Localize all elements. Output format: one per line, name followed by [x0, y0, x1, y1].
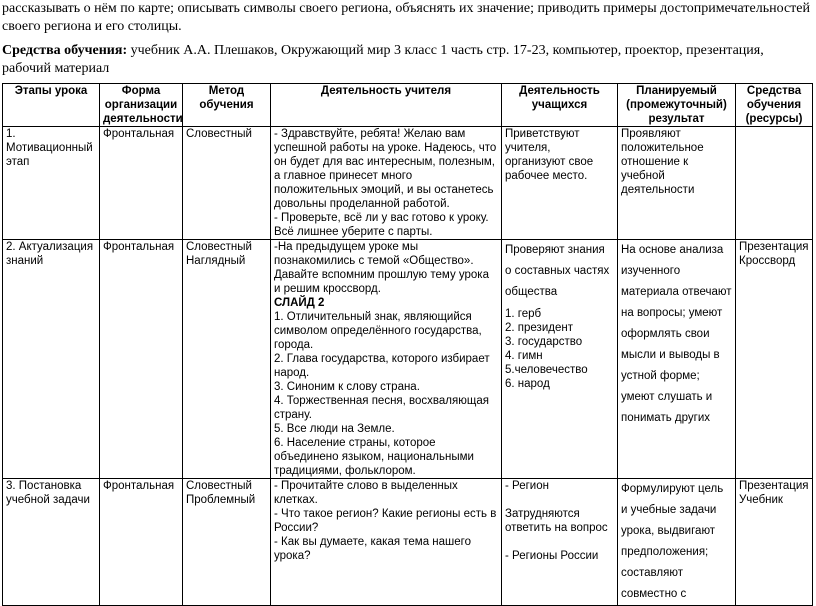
students-line: - Регионы России — [505, 550, 599, 562]
cell-stage: 2. Актуализация знаний — [3, 240, 100, 479]
cell-form: Фронтальная — [100, 240, 183, 479]
method-item: Словестный — [186, 480, 252, 492]
crossword-question: 3. Синоним к слову страна. — [274, 381, 420, 393]
table-header-row — [3, 84, 813, 127]
crossword-question: 4. Торжественная песня, восхваляющая страну. — [274, 395, 489, 421]
method-item: Наглядный — [186, 255, 246, 267]
cell-form: Фронтальная — [100, 479, 183, 606]
cell-stage: 3. Постановка учебной задачи — [3, 479, 100, 606]
method-item: Словестный — [186, 241, 252, 253]
crossword-question: 6. Население страны, которое объединено языком, национальными традициями, фольклором. — [274, 437, 474, 477]
cell-teacher — [271, 479, 502, 606]
resource-item: Учебник — [739, 494, 783, 506]
header-stage: Этапы урока — [3, 84, 100, 127]
cell-teacher — [271, 240, 502, 479]
intro-paragraph — [2, 0, 814, 36]
header-method: Метод обучения — [183, 84, 271, 127]
intro-line: рассказывать о нём по карте; описывать символы своего региона, объяснять их значение; приводить примеры достопримечательностей — [2, 1, 810, 16]
answer-item: 4. гимн — [505, 350, 543, 362]
cell-result: Формулируют цель и учебные задачи урока, выдвигают предположения; составляют совместно с — [618, 479, 736, 606]
cell-students — [502, 479, 618, 606]
resource-item: Презентация — [739, 480, 809, 492]
teacher-line: - Что такое регион? Какие регионы есть в России? — [274, 508, 497, 534]
spacer — [505, 493, 614, 507]
header-teacher: Деятельность учителя — [271, 84, 502, 127]
cell-method — [183, 479, 271, 606]
cell-teacher — [271, 127, 502, 240]
teacher-line: - Как вы думаете, какая тема нашего урока? — [274, 536, 472, 562]
cell-result: На основе анализа изученного материала отвечают на вопросы; умеют оформлять свои мысли и выводы в устной форме; умеют слушать и понимать других — [618, 240, 736, 479]
crossword-question: 1. Отличительный знак, являющийся символом определённого государства, города. — [274, 311, 482, 351]
header-resources: Средства обучения (ресурсы) — [736, 84, 813, 127]
cell-stage: 1. Мотивационный этап — [3, 127, 100, 240]
cell-resources — [736, 127, 813, 240]
teacher-intro: -На предыдущем уроке мы познакомились с темой «Общество». Давайте вспомним прошлую тему урока и решим кроссворд. — [274, 241, 489, 295]
cell-resources — [736, 240, 813, 479]
students-line: Затрудняются ответить на вопрос — [505, 508, 608, 534]
cell-form: Фронтальная — [100, 127, 183, 240]
answer-item: 2. президент — [505, 322, 573, 334]
cell-resources — [736, 479, 813, 606]
answer-item: 1. герб — [505, 308, 542, 320]
resource-item: Презентация — [739, 241, 809, 253]
teacher-line: - Прочитайте слово в выделенных клетках. — [274, 480, 458, 506]
header-students: Деятельность учащихся — [502, 84, 618, 127]
cell-students — [502, 127, 618, 240]
crossword-question: 5. Все люди на Земле. — [274, 423, 395, 435]
students-line: Приветствуют учителя, организуют свое рабочее место. — [505, 128, 594, 182]
table-row — [3, 127, 813, 240]
spacer — [505, 535, 614, 549]
answer-item: 3. государство — [505, 336, 583, 348]
cell-result: Проявляют положительное отношение к учебной деятельности — [618, 127, 736, 240]
teacher-line: - Здравствуйте, ребята! Желаю вам успешной работы на уроке. Надеюсь, что он будет для вас интересным, полезным, а главное принесет много положительных эмоций, и вы останетесь довольны проделанной работой. — [274, 128, 497, 210]
intro-line: своего региона и его столицы. — [2, 19, 182, 34]
header-result: Планируемый (промежуточный) результат — [618, 84, 736, 127]
method-item: Проблемный — [186, 494, 256, 506]
teaching-means-label: Средства обучения: — [2, 43, 128, 58]
lesson-plan-table — [2, 83, 813, 606]
teacher-line: - Проверьте, всё ли у вас готово к уроку. Всё лишнее уберите с парты. — [274, 212, 489, 238]
method-item: Словестный — [186, 128, 252, 140]
students-line: - Регион — [505, 480, 549, 492]
resource-item: Кроссворд — [739, 255, 796, 267]
teaching-means — [2, 42, 814, 78]
table-row — [3, 479, 813, 606]
answer-item: 5.человечество — [505, 364, 588, 376]
cell-method — [183, 240, 271, 479]
cell-method — [183, 127, 271, 240]
table-row — [3, 240, 813, 479]
header-form: Форма организации деятельности — [100, 84, 183, 127]
teaching-means-text: учебник А.А. Плешаков, Окружающий мир 3 класс 1 часть стр. 17-23, компьютер, проектор, презентация, рабочий материал — [2, 43, 764, 76]
crossword-question: 2. Глава государства, которого избирает народ. — [274, 353, 490, 379]
slide-label: СЛАЙД 2 — [274, 297, 325, 309]
answer-item: 6. народ — [505, 378, 550, 390]
cell-students — [502, 240, 618, 479]
students-intro: Проверяют знания о составных частях общества — [505, 244, 610, 298]
